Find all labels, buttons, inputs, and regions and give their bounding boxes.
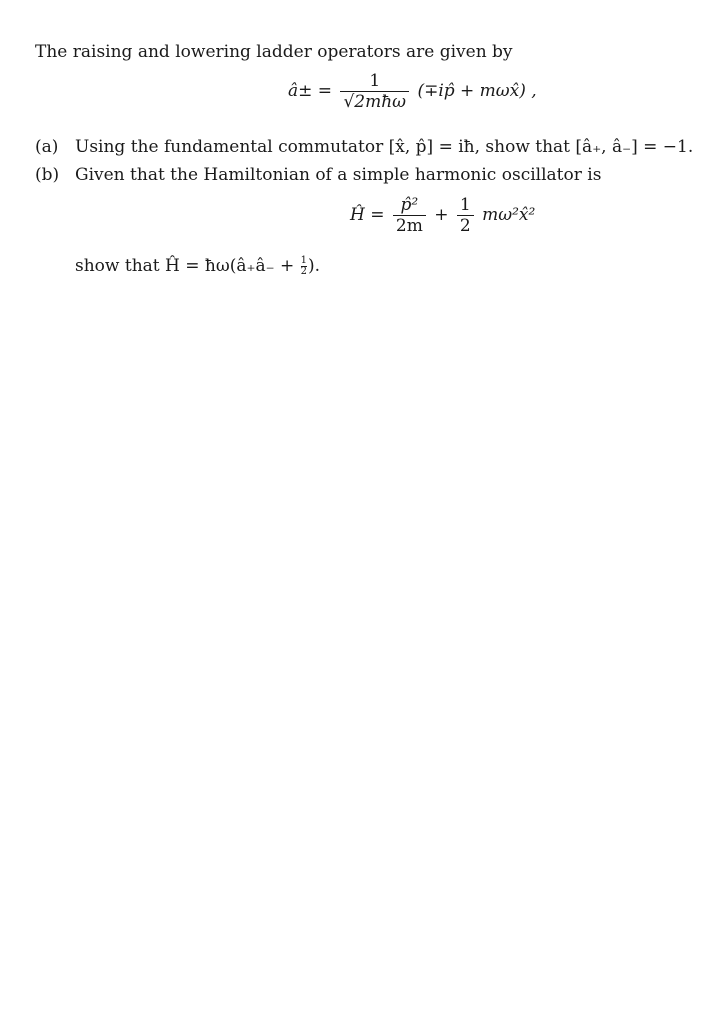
eq2-fraction-1-numerator: p̂² bbox=[400, 195, 419, 215]
ladder-operator-equation bbox=[288, 72, 537, 111]
eq2-fraction-1 bbox=[393, 196, 426, 235]
part-a-label: (a) bbox=[35, 137, 59, 157]
show-text: show that Ĥ = ħω(â₊â₋ + bbox=[75, 256, 295, 276]
eq1-fraction bbox=[340, 72, 409, 111]
part-a-text: Using the fundamental commutator [x̂, p̂] = iħ, show that [â₊, â₋] = −1. bbox=[75, 137, 694, 157]
eq1-fraction-numerator: 1 bbox=[369, 71, 381, 91]
part-b-label: (b) bbox=[35, 165, 60, 185]
eq2-fraction-2-denominator: 2 bbox=[457, 215, 474, 235]
eq2-plus: + bbox=[434, 205, 449, 225]
part-b bbox=[35, 165, 601, 185]
eq1-fraction-denominator: √2mħω bbox=[340, 91, 409, 111]
show-end: ). bbox=[307, 256, 321, 276]
intro-text: The raising and lowering ladder operators are given by bbox=[35, 42, 513, 62]
one-half-numerator: 1 bbox=[300, 255, 307, 266]
eq1-lhs: â± = bbox=[288, 81, 333, 101]
eq1-rhs: (∓ip̂ + mωx̂) , bbox=[417, 81, 537, 101]
part-b-text: Given that the Hamiltonian of a simple harmonic oscillator is bbox=[75, 165, 602, 185]
eq2-fraction-1-denominator: 2m bbox=[393, 215, 426, 235]
eq2-fraction-2 bbox=[457, 196, 474, 235]
eq2-lhs: Ĥ = bbox=[350, 205, 385, 225]
show-statement bbox=[75, 256, 320, 277]
part-a bbox=[35, 137, 693, 157]
one-half-denominator: 2 bbox=[300, 266, 307, 277]
eq2-fraction-2-numerator: 1 bbox=[459, 195, 471, 215]
one-half-fraction bbox=[301, 256, 307, 277]
eq2-tail: mω²x̂² bbox=[482, 205, 536, 225]
hamiltonian-equation bbox=[350, 196, 535, 235]
